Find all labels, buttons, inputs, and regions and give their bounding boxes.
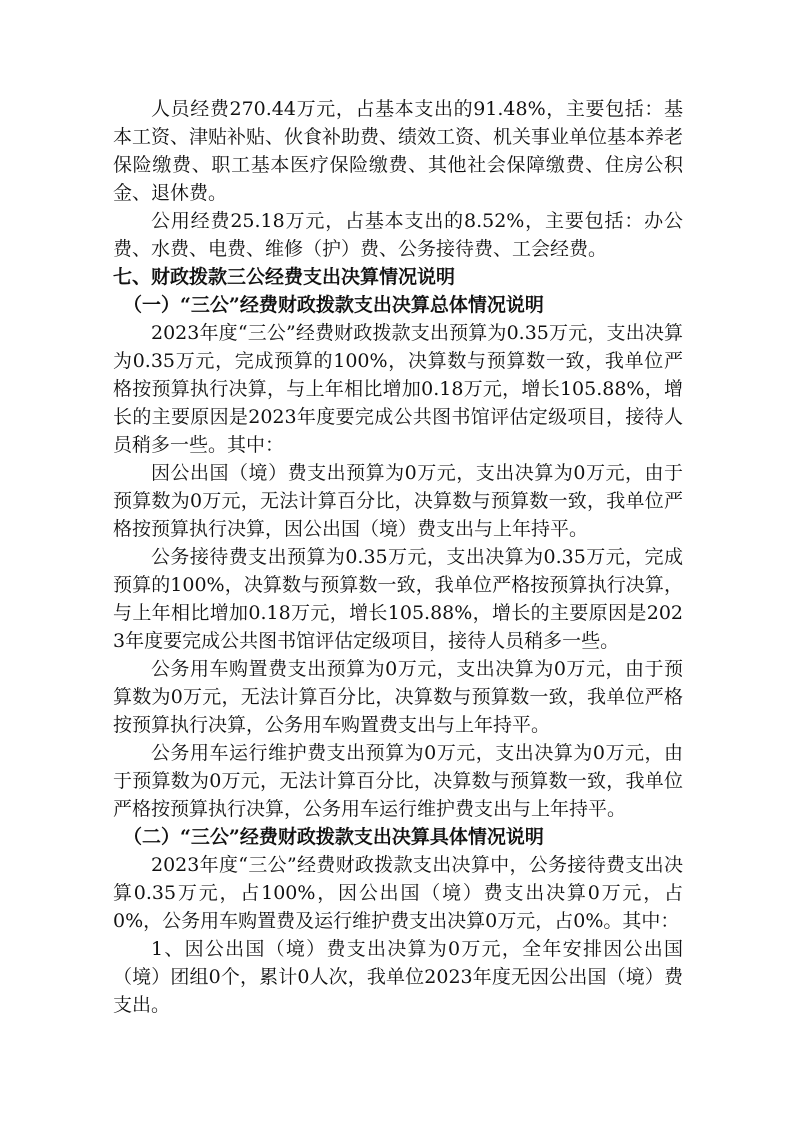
paragraph-abroad-expenses: 因公出国（境）费支出预算为0万元，支出决算为0万元，由于预算数为0万元，无法计算百分比，决算数与预算数一致，我单位严格按预算执行决算，因公出国（境）费支出与上年持平。 — [113, 462, 683, 540]
paragraph-vehicle-purchase: 公务用车购置费支出预算为0万元，支出决算为0万元，由于预算数为0万元，无法计算百分比，决算数与预算数一致，我单位严格按预算执行决算，公务用车购置费支出与上年持平。 — [113, 658, 683, 736]
paragraph-reception-expenses: 公务接待费支出预算为0.35万元，支出决算为0.35万元，完成预算的100%，决算数与预算数一致，我单位严格按预算执行决算，与上年相比增加0.18万元，增长105.88%，增长的主要原因是2023年度要完成公共图书馆评估定级项目，接待人员稍多一些。 — [113, 546, 683, 652]
paragraph-public-expenses: 公用经费25.18万元，占基本支出的8.52%，主要包括：办公费、水费、电费、维修（护）费、公务接待费、工会经费。 — [113, 210, 683, 260]
document-page — [113, 95, 683, 1019]
paragraph-personnel-expenses: 人员经费270.44万元，占基本支出的91.48%，主要包括：基本工资、津贴补贴、伙食补助费、绩效工资、机关事业单位基本养老保险缴费、职工基本医疗保险缴费、其他社会保障缴费、住房公积金、退休费。 — [113, 98, 684, 204]
paragraph-detail-description: 2023年度“三公”经费财政拨款支出决算中，公务接待费支出决算0.35万元，占100%，因公出国（境）费支出决算0万元，占0%，公务用车购置费及运行维护费支出决算0万元，占0%。其中： — [113, 854, 683, 932]
paragraph-vehicle-operation: 公务用车运行维护费支出预算为0万元，支出决算为0万元，由于预算数为0万元，无法计算百分比，决算数与预算数一致，我单位严格按预算执行决算，公务用车运行维护费支出与上年持平。 — [113, 742, 683, 820]
paragraph-overall-description: 2023年度“三公”经费财政拨款支出预算为0.35万元，支出决算为0.35万元，完成预算的100%，决算数与预算数一致，我单位严格按预算执行决算，与上年相比增加0.18万元，增长105.88%，增长的主要原因是2023年度要完成公共图书馆评估定级项目，接待人员稍多一些。其中： — [113, 322, 683, 456]
paragraph-item-abroad: 1、因公出国（境）费支出决算为0万元，全年安排因公出国（境）团组0个，累计0人次，我单位2023年度无因公出国（境）费支出。 — [113, 938, 683, 1016]
subsection-title-detail: （二）“三公”经费财政拨款支出决算具体情况说明 — [123, 826, 544, 848]
section-title-three-public-expenses: 七、财政拨款三公经费支出决算情况说明 — [113, 266, 456, 288]
subsection-title-overall: （一）“三公”经费财政拨款支出决算总体情况说明 — [123, 294, 544, 316]
